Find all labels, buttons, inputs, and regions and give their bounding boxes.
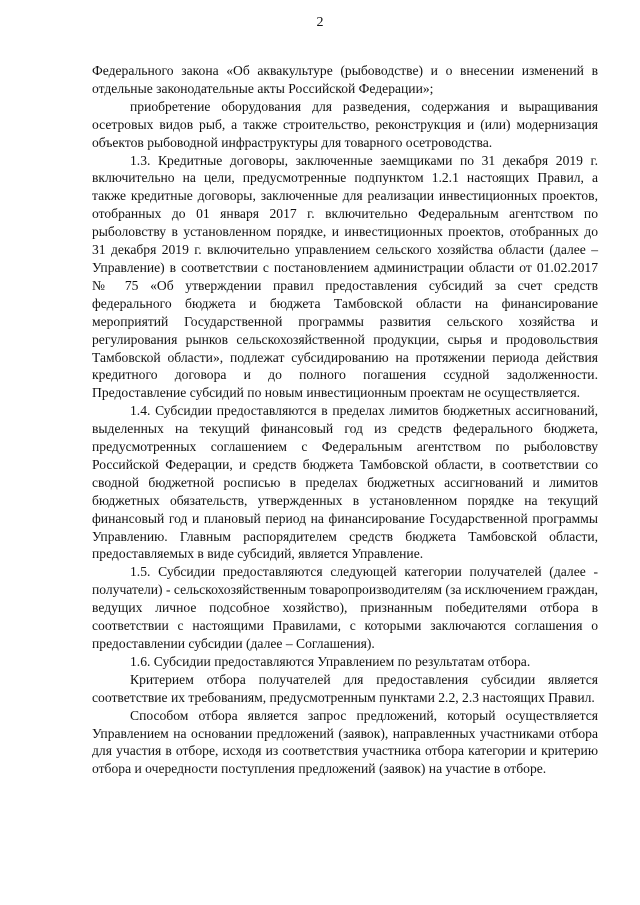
paragraph-1-5-recipient-category: 1.5. Субсидии предоставляются следующей категории получателей (далее - получатели) - сельскохозяйственным товаропроизводителям (за исключением граждан, ведущих личное подсобное хозяйство), признанным победителями отбора в соответствии с настоящими Правилами, с которыми заключаются соглашения о предоставлении субсидии (далее – Соглашения). bbox=[92, 564, 598, 651]
paragraph-1-6-selection-results: 1.6. Субсидии предоставляются Управлением по результатам отбора. bbox=[130, 653, 531, 669]
paragraph-1-3-credit-agreements: 1.3. Кредитные договоры, заключенные заемщиками по 31 декабря 2019 г. включительно на цели, предусмотренные подпунктом 1.2.1 настоящих Правил, а также кредитные договоры, заключенные для реализации инвестиционных проектов, отобранных до 01 января 2017 г. включительно Федеральным агентством по рыболовству в установленном порядке, и инвестиционных проектов, отобранных до 31 декабря 2019 г. включительно управлением сельского хозяйства области (далее – Управление) в соответствии с постановлением администрации области от 01.02.2017 № 75 «Об утверждении правил предоставления субсидий за счет средств федерального бюджета и бюджета Тамбовской области на финансирование мероприятий Государственной программы развития сельского хозяйства и регулирования рынков сельскохозяйственной продукции, сырья и продовольствия Тамбовской области», подлежат субсидированию на протяжении периода действия кредитного договора и до полного погашения ссудной задолженности. Предоставление субсидий по новым инвестиционным проектам не осуществляется. bbox=[92, 152, 598, 401]
paragraph-law-reference: Федерального закона «Об аквакультуре (рыбоводстве) и о внесении изменений в отдельные законодательные акты Российской Федерации»; bbox=[92, 63, 598, 96]
paragraph-selection-method: Способом отбора является запрос предложений, который осуществляется Управлением на основании предложений (заявок), направленных участниками отбора для участия в отборе, исходя из соответствия участника отбора категории и критерию отбора и очередности поступления предложений (заявок) на участие в отборе. bbox=[92, 707, 598, 777]
document-body bbox=[92, 62, 598, 778]
page-number: 2 bbox=[316, 15, 324, 30]
paragraph-1-4-subsidy-limits: 1.4. Субсидии предоставляются в пределах лимитов бюджетных ассигнований, выделенных на текущий финансовый год из средств федерального бюджета, предусмотренных соглашением с Федеральным агентством по рыболовству Российской Федерации, и средств бюджета Тамбовской области, в соответствии со сводной бюджетной росписью в пределах бюджетных ассигнований и лимитов бюджетных обязательств, утвержденных в установленном порядке на текущий финансовый год и плановый период на финансирование Государственной программы Управлению. Главным распорядителем средств бюджета Тамбовской области, предоставляемых в виде субсидий, является Управление. bbox=[92, 403, 598, 562]
paragraph-equipment-purchase: приобретение оборудования для разведения, содержания и выращивания осетровых видов рыб, а также строительство, реконструкция и (или) модернизация объектов рыбоводной инфраструктуры для товарного осетроводства. bbox=[92, 98, 598, 150]
paragraph-selection-criterion: Критерием отбора получателей для предоставления субсидии является соответствие их требованиям, предусмотренным пунктами 2.2, 2.3 настоящих Правил. bbox=[92, 671, 598, 705]
